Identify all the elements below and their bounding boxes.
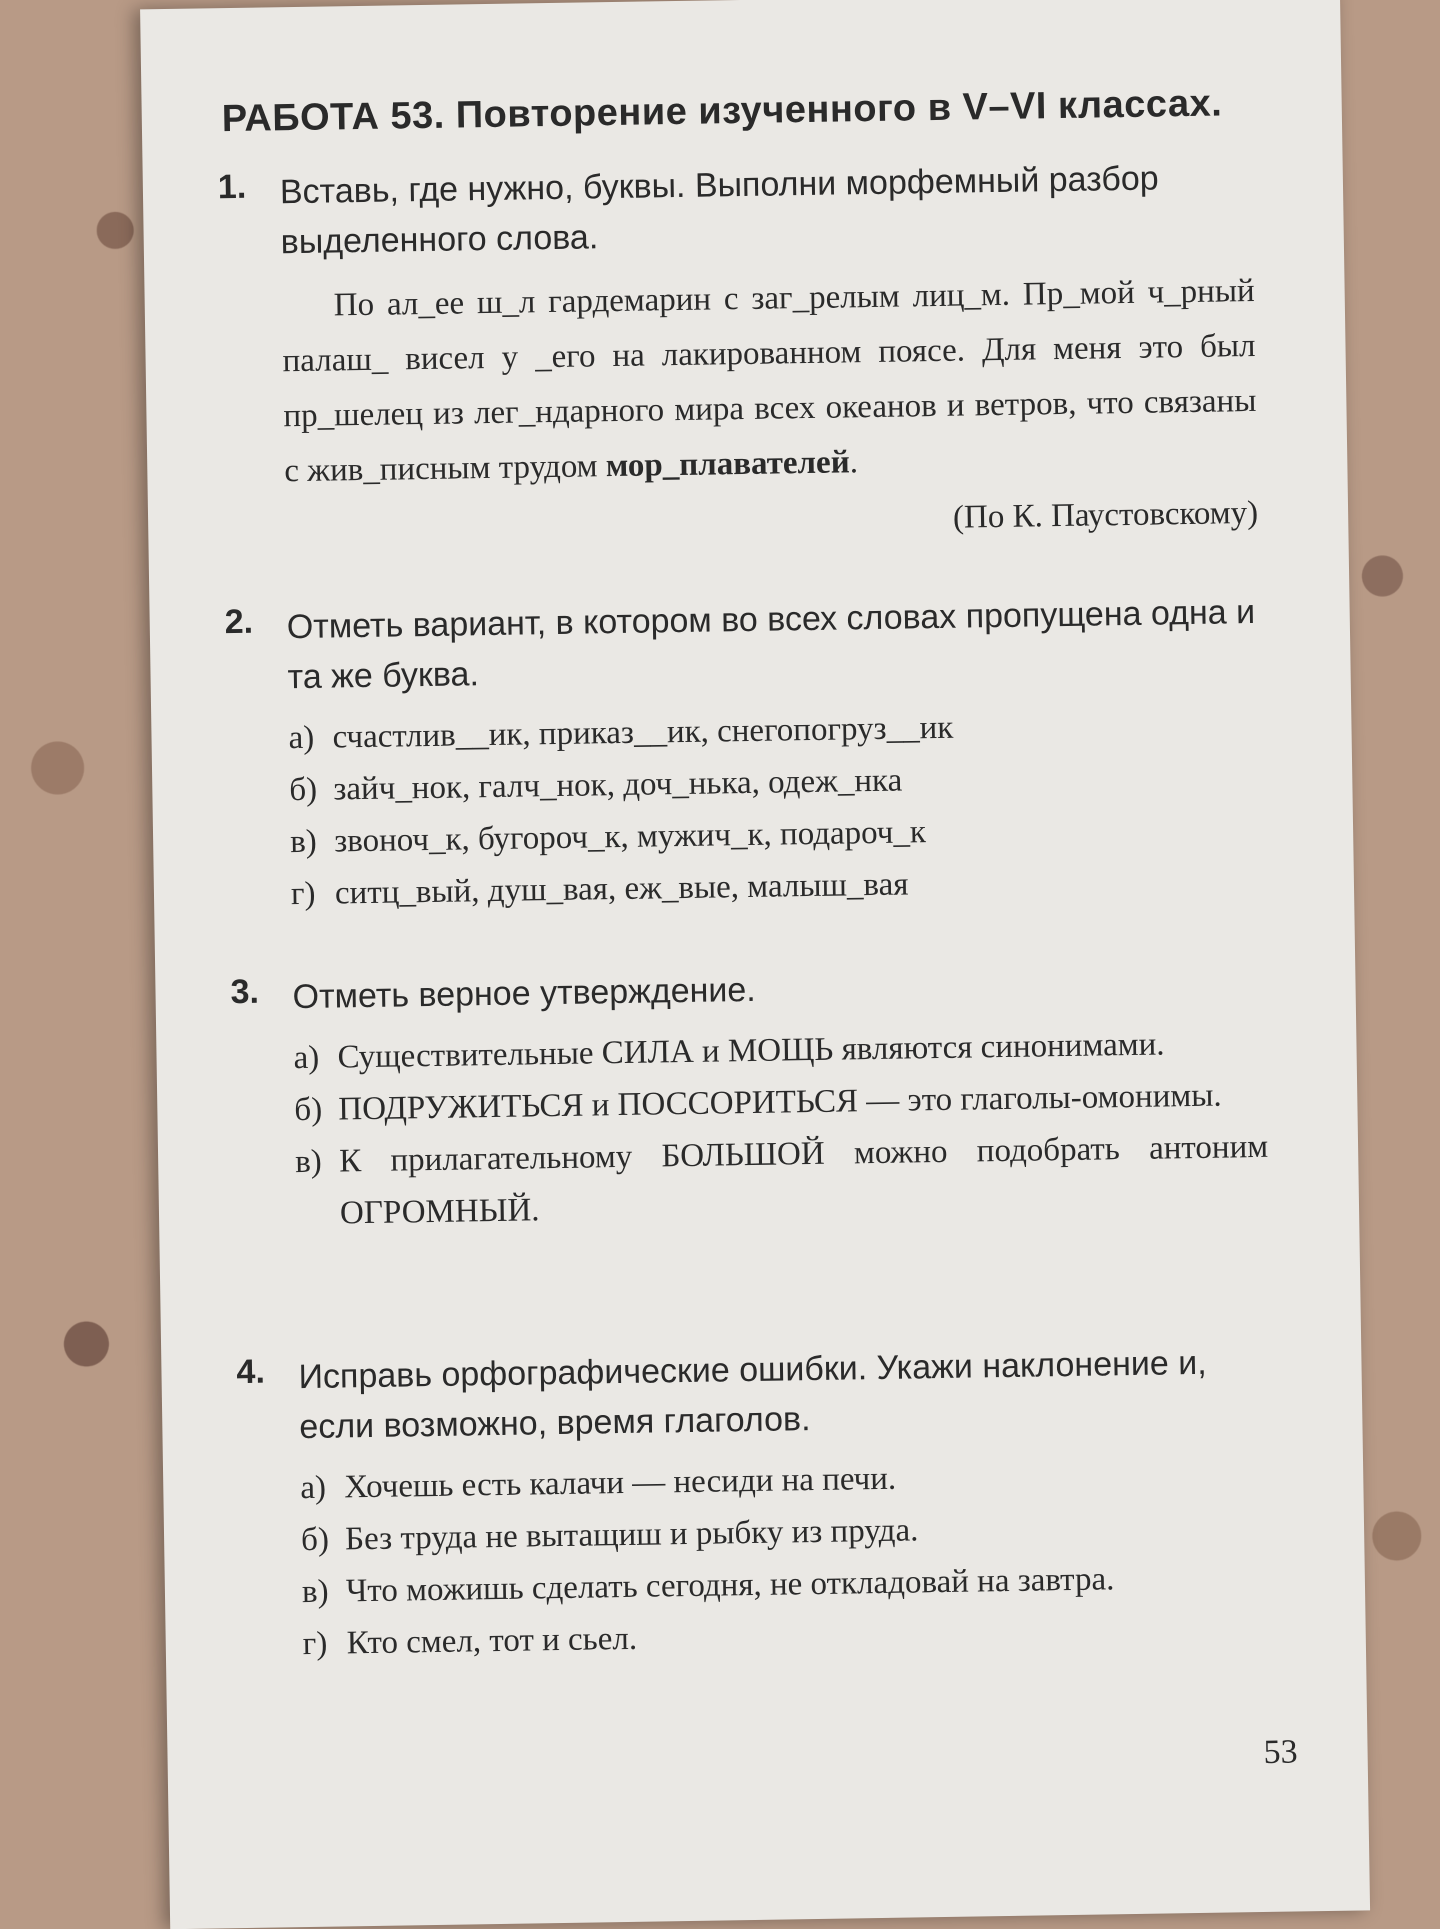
option-text: ПОДРУЖИТЬСЯ и ПОССОРИТЬСЯ — это глаголы-омонимы. [338,1077,1222,1128]
option-label: а) [300,1469,327,1507]
option-label: в) [289,823,318,861]
page-number: 53 [1263,1733,1298,1771]
option-label: г) [290,875,316,913]
task-2 [224,587,1264,921]
task-3 [230,957,1269,1241]
text-passage [281,264,1257,499]
workbook-page [140,0,1370,1929]
option-label: а) [288,719,315,757]
option-text: Без труда не вытащиш и рыбку из пруда. [344,1512,919,1558]
task-4 [236,1337,1276,1671]
option-list [293,1017,1269,1240]
option-text: Кто смел, тот и сьел. [346,1620,638,1662]
task-1 [218,152,1259,554]
option-label: г) [302,1625,328,1663]
option-label: б) [300,1521,330,1559]
option-list [300,1447,1276,1670]
task-instruction: Исправь орфографические ошибки. Укажи наклонение и, если возможно, время глаголов. [298,1343,1207,1447]
option-text: звоноч_к, бугороч_к, мужич_к, подароч_к [333,814,927,860]
passage-end: . [849,444,859,481]
page-title: РАБОТА 53. Повторение изученного в V–VI классах. [221,82,1223,141]
passage-text: По ал_ее ш_л гардемарин с заг_релым лиц_м. Пр_мой ч_рный палаш_ висел у _его на лакированном поясе. Для меня это был пр_шелец из лег_ндарного мира всех океанов и ветров, что связаны с жив_писным трудом [282,272,1257,490]
option-label: б) [294,1091,323,1129]
option-list [288,697,1264,920]
task-number: 1. [217,167,247,207]
task-instruction: Отметь верное утверждение. [292,970,756,1017]
option-label: в) [294,1143,323,1181]
option-label: а) [293,1039,320,1077]
option-label: в) [301,1573,329,1611]
option-text: зайч_нок, галч_нок, доч_нька, одеж_нка [333,762,903,808]
option-text: Хочешь есть калачи — несиди на печи. [344,1460,897,1506]
passage-source: (По К. Паустовскому) [952,494,1259,536]
option-text: Что можишь сделать сегодня, не откладовай на завтра. [345,1561,1115,1610]
option-text: ситц_вый, душ_вая, еж_вые, малыш_вая [334,866,909,912]
highlighted-word: мор_плавателей [605,444,850,485]
option-text: К прилагательному БОЛЬШОЙ можно подобрать антоним ОГРОМНЫЙ. [338,1128,1269,1232]
option-item [295,1121,1270,1240]
option-text: Существительные СИЛА и МОЩЬ являются синонимами. [337,1026,1165,1076]
option-label: б) [289,771,318,809]
task-number: 4. [236,1352,266,1392]
task-number: 3. [230,972,260,1012]
option-text: счастлив__ик, приказ__ик, снегопогруз__ик [332,709,954,756]
task-instruction: Отметь вариант, в котором во всех словах пропущена одна и та же буква. [286,592,1256,697]
task-instruction: Вставь, где нужно, буквы. Выполни морфемный разбор выделенного слова. [279,159,1159,262]
task-number: 2. [224,602,254,642]
